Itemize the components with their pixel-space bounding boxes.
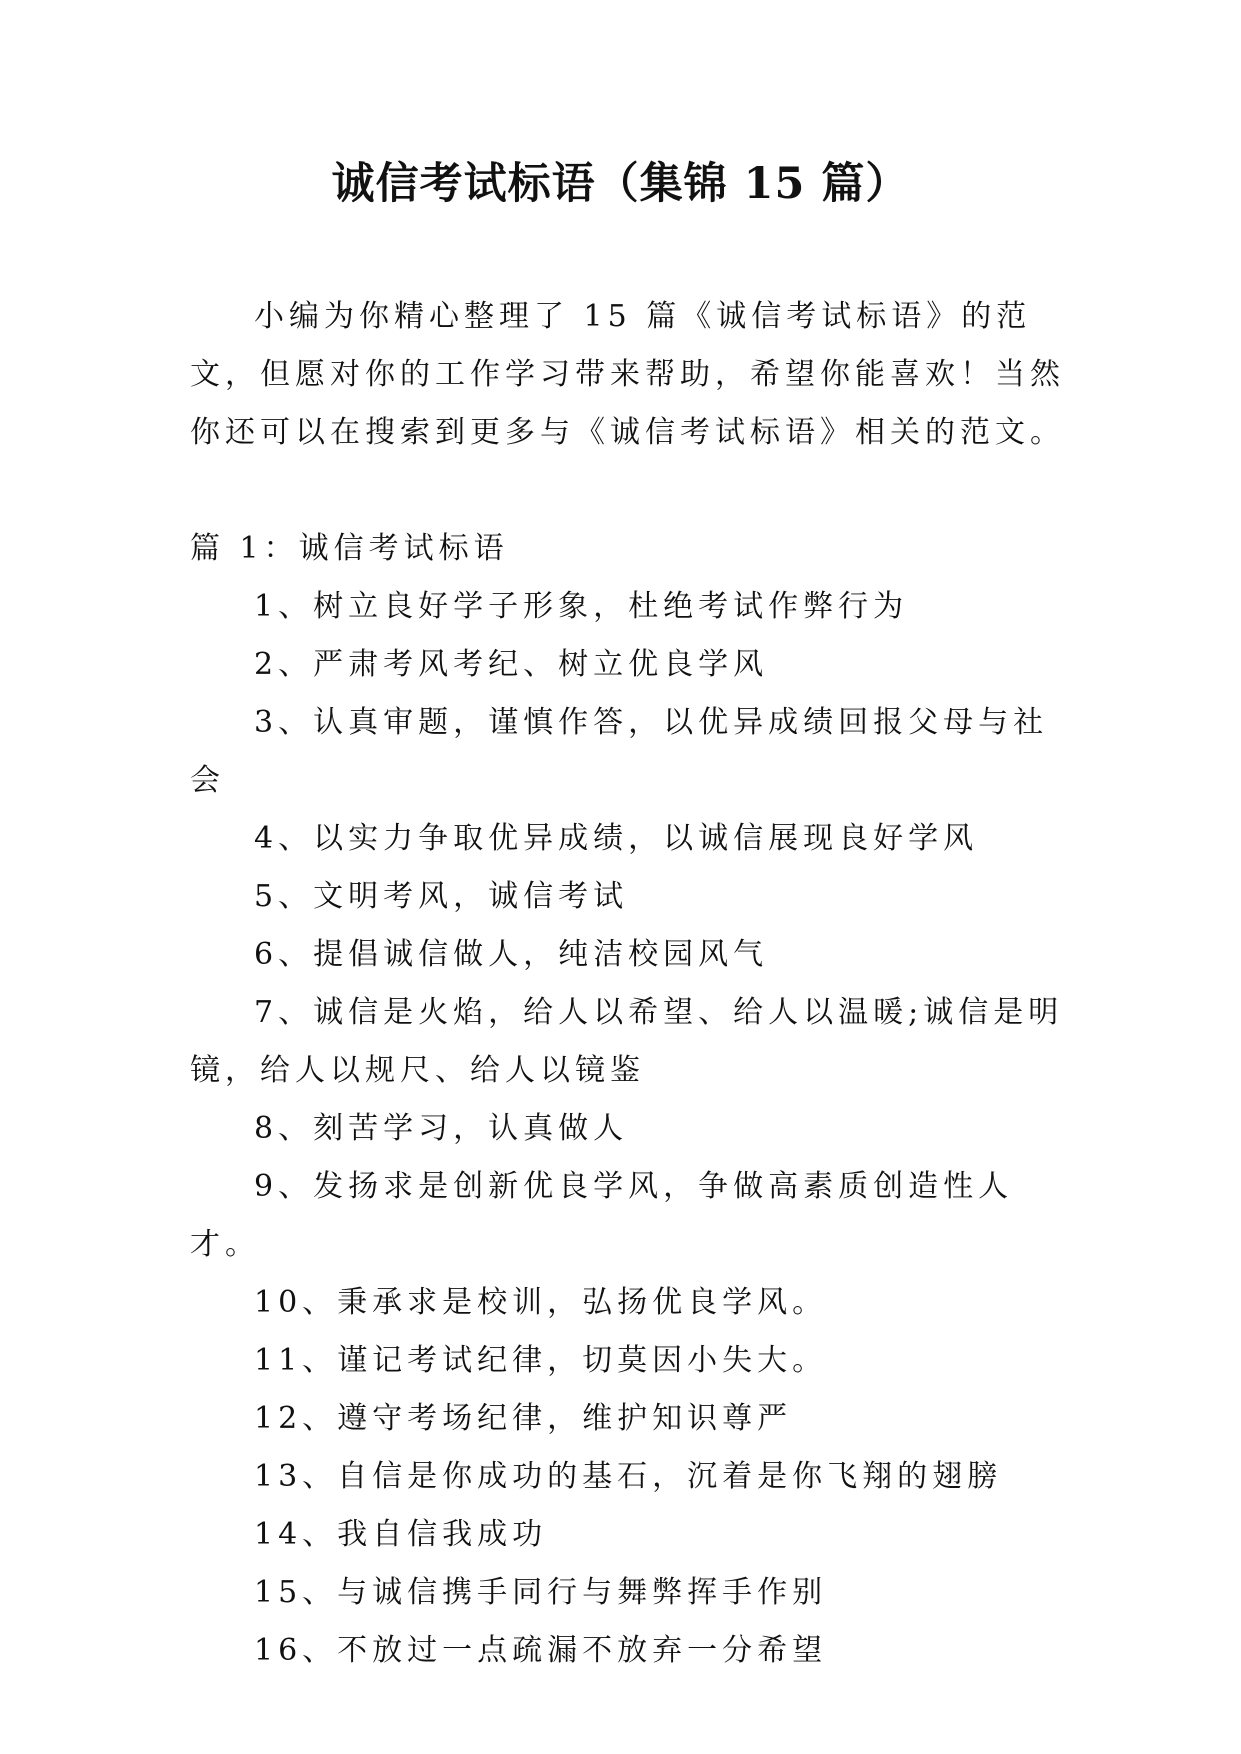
list-item: 12、遵守考场纪律，维护知识尊严 [254, 1401, 793, 1436]
list-item: 11、谨记考试纪律，切莫因小失大。 [254, 1343, 828, 1378]
list-item: 2、严肃考风考纪、树立优良学风 [254, 647, 769, 682]
intro-paragraph: 小编为你精心整理了 15 篇《诚信考试标语》的范文，但愿对你的工作学习带来帮助，希望你能喜欢！当然你还可以在搜索到更多与《诚信考试标语》相关的范文。 [190, 299, 1065, 450]
list-item: 14、我自信我成功 [254, 1517, 548, 1552]
list-item: 10、秉承求是校训，弘扬优良学风。 [254, 1285, 828, 1320]
slogan-list [190, 578, 1065, 1680]
list-item: 7、诚信是火焰，给人以希望、给人以温暖;诚信是明镜，给人以规尺、给人以镜鉴 [190, 995, 1064, 1088]
list-item: 1、树立良好学子形象，杜绝考试作弊行为 [254, 589, 909, 624]
list-item: 9、发扬求是创新优良学风，争做高素质创造性人才。 [190, 1169, 1014, 1262]
intro-section [190, 288, 1065, 462]
section-heading: 篇 1：诚信考试标语 [190, 531, 509, 566]
list-item: 8、刻苦学习，认真做人 [254, 1111, 629, 1146]
document-title: 诚信考试标语（集锦 15 篇） [331, 159, 910, 209]
list-item: 4、以实力争取优异成绩，以诚信展现良好学风 [254, 821, 979, 856]
list-item: 15、与诚信携手同行与舞弊挥手作别 [254, 1575, 828, 1610]
list-item: 13、自信是你成功的基石，沉着是你飞翔的翅膀 [254, 1459, 1003, 1494]
list-item: 6、提倡诚信做人，纯洁校园风气 [254, 937, 769, 972]
list-item: 5、文明考风，诚信考试 [254, 879, 629, 914]
list-item: 3、认真审题，谨慎作答，以优异成绩回报父母与社会 [190, 705, 1049, 798]
list-item: 16、不放过一点疏漏不放弃一分希望 [254, 1633, 828, 1668]
